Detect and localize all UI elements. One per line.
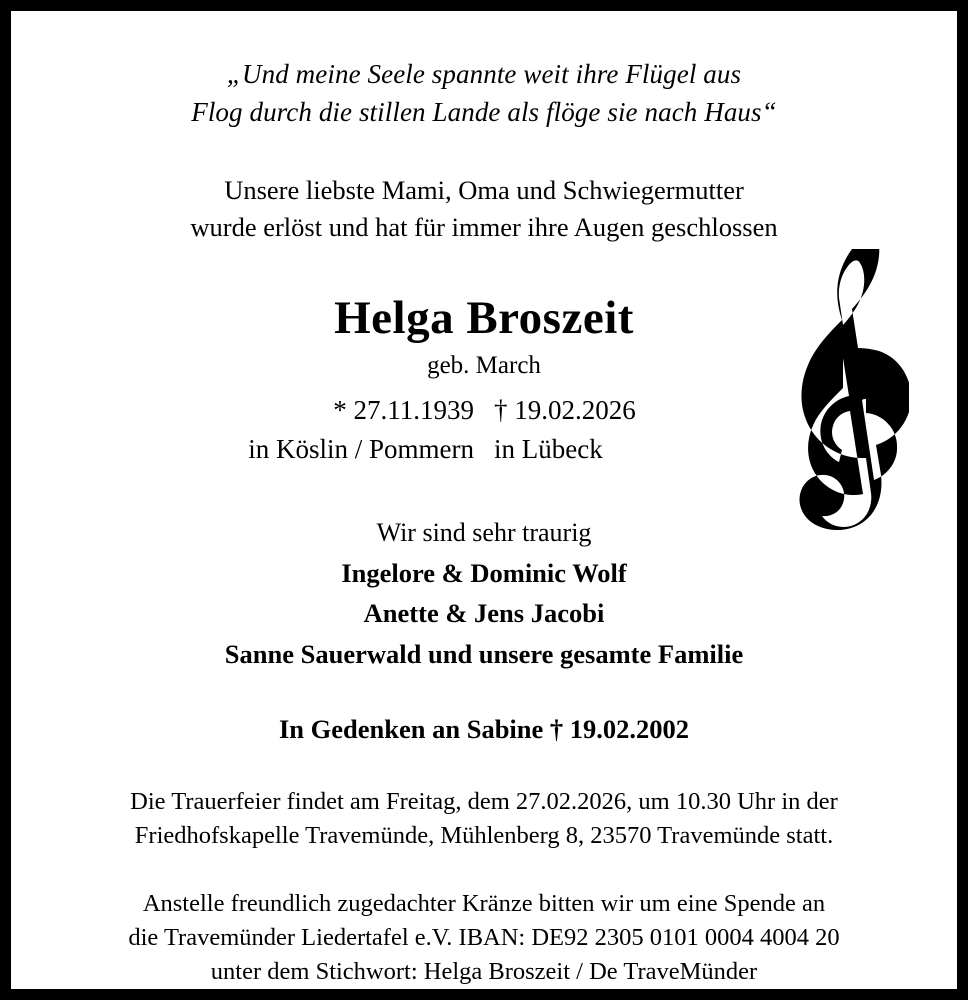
birth-place: in Köslin / Pommern — [248, 433, 474, 464]
death-date-value: 19.02.2026 — [514, 394, 636, 425]
deceased-name: Helga Broszeit — [334, 291, 634, 344]
death-date — [484, 393, 741, 428]
obituary-content — [11, 11, 957, 989]
service-line-2: Friedhofskapelle Travemünde, Mühlenberg 8, 23570 Travemünde statt. — [134, 822, 834, 850]
verse-quote — [11, 55, 957, 132]
birth-symbol: * — [333, 394, 347, 425]
funeral-service-info — [11, 785, 957, 853]
treble-clef-icon — [789, 249, 909, 579]
mourner-line-2: Anette & Jens Jacobi — [363, 598, 605, 629]
donation-line-3: unter dem Stichwort: Helga Broszeit / De TraveMünder — [210, 957, 758, 985]
donation-info — [11, 887, 957, 988]
death-place: in Lübeck — [494, 433, 603, 464]
birth-date-value: 27.11.1939 — [353, 394, 474, 425]
intro-text — [11, 172, 957, 247]
verse-line-2: Flog durch die stillen Lande als flöge sie nach Haus“ — [191, 97, 777, 128]
intro-line-1: Unsere liebste Mami, Oma und Schwiegermutter — [224, 174, 744, 205]
mourner-line-3: Sanne Sauerwald und unsere gesamte Familie — [224, 638, 744, 669]
donation-line-1: Anstelle freundlich zugedachter Kränze bitten wir um eine Spende an — [142, 889, 826, 917]
mourner-line-1: Ingelore & Dominic Wolf — [341, 557, 627, 588]
service-line-1: Die Trauerfeier findet am Freitag, dem 27.02.2026, um 10.30 Uhr in der — [130, 788, 838, 816]
mourning-lead: Wir sind sehr traurig — [376, 517, 592, 547]
intro-line-2: wurde erlöst und hat für immer ihre Augen geschlossen — [190, 212, 778, 243]
verse-line-1: „Und meine Seele spannte weit ihre Flügel aus — [226, 59, 742, 89]
maiden-name: geb. March — [427, 351, 541, 379]
memory-note: In Gedenken an Sabine † 19.02.2002 — [278, 714, 690, 745]
donation-line-2: die Travemünder Liedertafel e.V. IBAN: DE92 2305 0101 0004 4004 20 — [128, 923, 840, 951]
death-symbol: † — [494, 394, 508, 425]
birth-date — [227, 393, 484, 428]
